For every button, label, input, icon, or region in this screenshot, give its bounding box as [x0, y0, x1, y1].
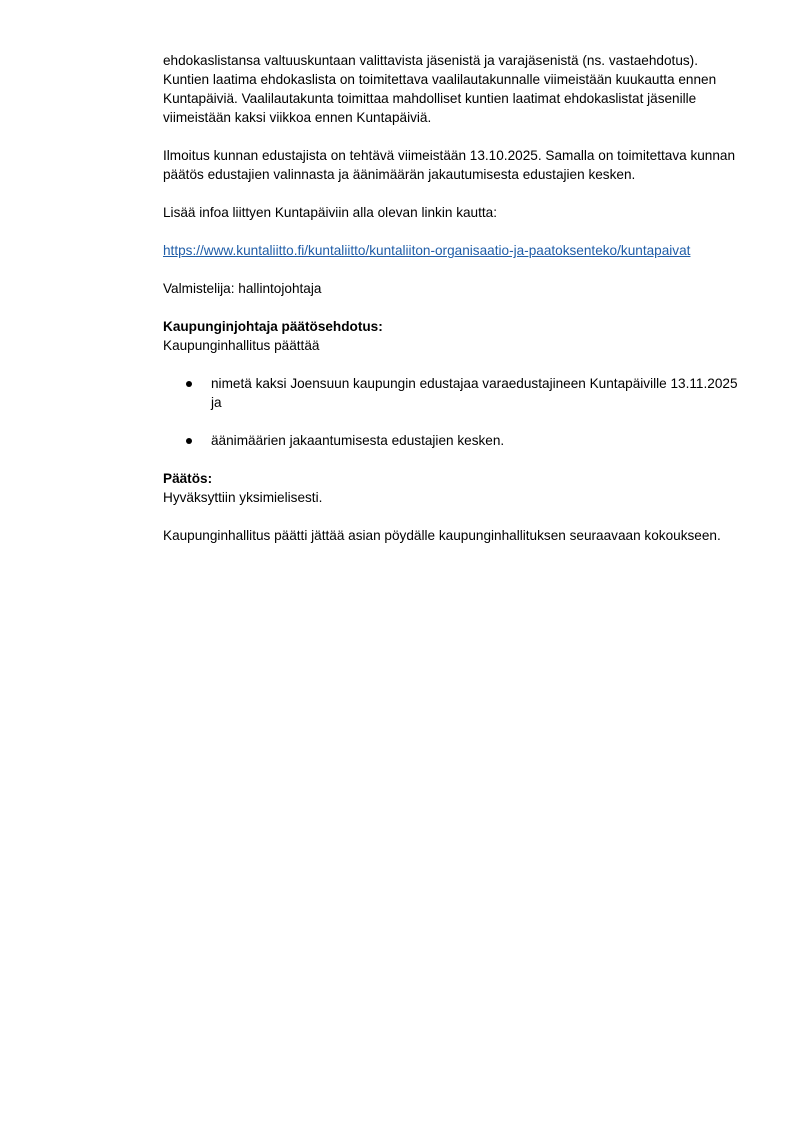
preparer-line: Valmistelija: hallintojohtaja [163, 281, 322, 296]
decision-text: Hyväksyttiin yksimielisesti. [163, 490, 323, 505]
list-item-text: äänimäärien jakaantumisesta edustajien kesken. [211, 433, 505, 448]
proposal-list [163, 374, 738, 450]
decision-heading: Päätös: [163, 471, 213, 486]
bullet-icon [186, 381, 192, 387]
paragraph-more-info: Lisää infoa liittyen Kuntapäiviin alla olevan linkin kautta: [163, 205, 498, 220]
bullet-icon [186, 438, 192, 444]
list-item [163, 431, 738, 450]
paragraph-candidate-list: ehdokaslistansa valtuuskuntaan valittavista jäsenistä ja varajäsenistä (ns. vastaehdotus). Kuntien laatima ehdokaslista on toimitettava vaalilautakunnalle viimeistään kuukautta ennen Kuntapäiviä. Vaalilautakunta toimittaa mahdolliset kuntien laatimat ehdokaslistat jäsenille viimeistään kaksi viikkoa ennen Kuntapäiviä. [163, 53, 717, 125]
list-item [163, 374, 738, 412]
decision-note: Kaupunginhallitus päätti jättää asian pöydälle kaupunginhallituksen seuraavaan kokoukseen. [163, 528, 721, 543]
list-item-text: nimetä kaksi Joensuun kaupungin edustajaa varaedustajineen Kuntapäiville 13.11.2025 ja [211, 376, 738, 410]
paragraph-representatives-notice: Ilmoitus kunnan edustajista on tehtävä viimeistään 13.10.2025. Samalla on toimitettava kunnan päätös edustajien valinnasta ja äänimäärän jakautumisesta edustajien kesken. [163, 148, 736, 182]
proposal-intro: Kaupunginhallitus päättää [163, 338, 320, 353]
link-paragraph [163, 241, 738, 260]
document-body [163, 51, 738, 545]
proposal-heading: Kaupunginjohtaja päätösehdotus: [163, 319, 383, 334]
kuntapaivat-link[interactable]: https://www.kuntaliitto.fi/kuntaliitto/kuntaliiton-organisaatio-ja-paatoksenteko/kuntapaivat [163, 243, 691, 258]
